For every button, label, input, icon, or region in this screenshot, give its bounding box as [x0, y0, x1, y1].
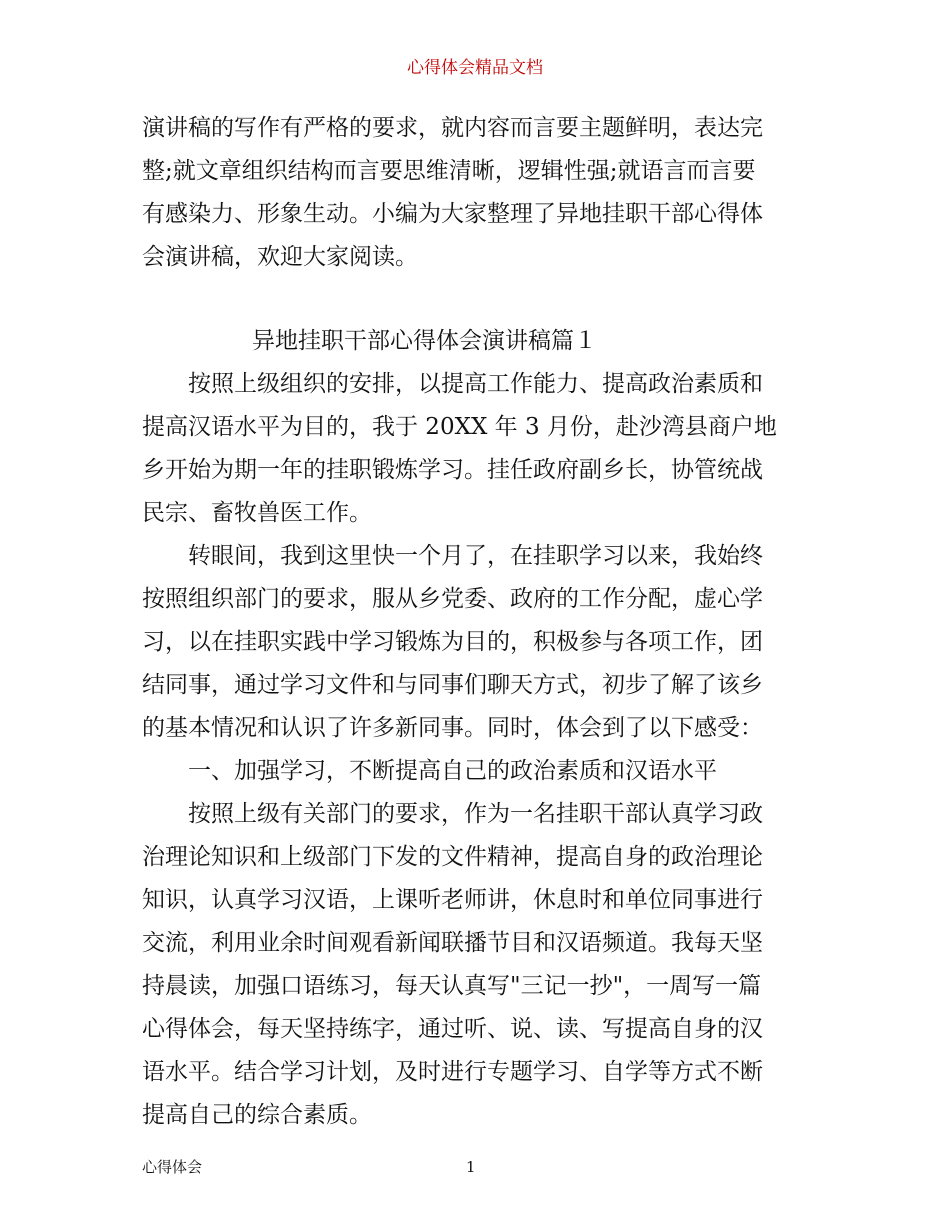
text-line: 持晨读，加强口语练习，每天认真写"三记一抄"，一周写一篇 [142, 973, 762, 999]
paragraph [142, 535, 822, 750]
document-body [142, 107, 822, 1137]
subheading-paragraph [142, 750, 822, 793]
text-line: 按照上级有关部门的要求，作为一名挂职干部认真学习政 [188, 801, 763, 827]
paragraph [142, 363, 822, 535]
text-line: 交流，利用业余时间观看新闻联播节目和汉语频道。我每天坚 [142, 930, 763, 956]
text-line: 的基本情况和认识了许多新同事。同时，体会到了以下感受： [142, 715, 763, 741]
text-line: 转眼间，我到这里快一个月了，在挂职学习以来，我始终 [188, 543, 763, 569]
section-title: 异地挂职干部心得体会演讲稿篇１ [252, 328, 597, 354]
text-line: 按照上级组织的安排，以提高工作能力、提高政治素质和 [188, 371, 763, 397]
text-line: 会演讲稿，欢迎大家阅读。 [142, 244, 418, 270]
text-line: 习，以在挂职实践中学习锻炼为目的，积极参与各项工作，团 [142, 629, 763, 655]
page-number: 1 [466, 1158, 476, 1176]
text-line: 结同事，通过学习文件和与同事们聊天方式，初步了解了该乡 [142, 672, 763, 698]
text-line: 演讲稿的写作有严格的要求，就内容而言要主题鲜明，表达完 [142, 115, 763, 141]
text-line: 提高汉语水平为目的，我于 20XX 年 3 月份，赴沙湾县商户地 [142, 414, 777, 440]
paragraph-gap [142, 279, 822, 320]
text-line: 民宗、畜牧兽医工作。 [142, 500, 372, 526]
document-header: 心得体会精品文档 [407, 58, 543, 78]
intro-paragraph [142, 107, 822, 279]
text-line: 整;就文章组织结构而言要思维清晰，逻辑性强;就语言而言要 [142, 158, 756, 184]
subheading: 一、加强学习，不断提高自己的政治素质和汉语水平 [188, 758, 717, 784]
paragraph [142, 793, 822, 1137]
text-line: 心得体会，每天坚持练字，通过听、说、读、写提高自身的汉 [142, 1016, 763, 1042]
text-line: 乡开始为期一年的挂职锻炼学习。挂任政府副乡长，协管统战 [142, 457, 763, 483]
text-line: 知识，认真学习汉语，上课听老师讲，休息时和单位同事进行 [142, 887, 763, 913]
text-line: 有感染力、形象生动。小编为大家整理了异地挂职干部心得体 [142, 201, 763, 227]
text-line: 语水平。结合学习计划，及时进行专题学习、自学等方式不断 [142, 1059, 763, 1085]
text-line: 提高自己的综合素质。 [142, 1102, 372, 1128]
text-line: 治理论知识和上级部门下发的文件精神，提高自身的政治理论 [142, 844, 763, 870]
footer-label: 心得体会 [142, 1158, 203, 1176]
text-line: 按照组织部门的要求，服从乡党委、政府的工作分配，虚心学 [142, 586, 763, 612]
